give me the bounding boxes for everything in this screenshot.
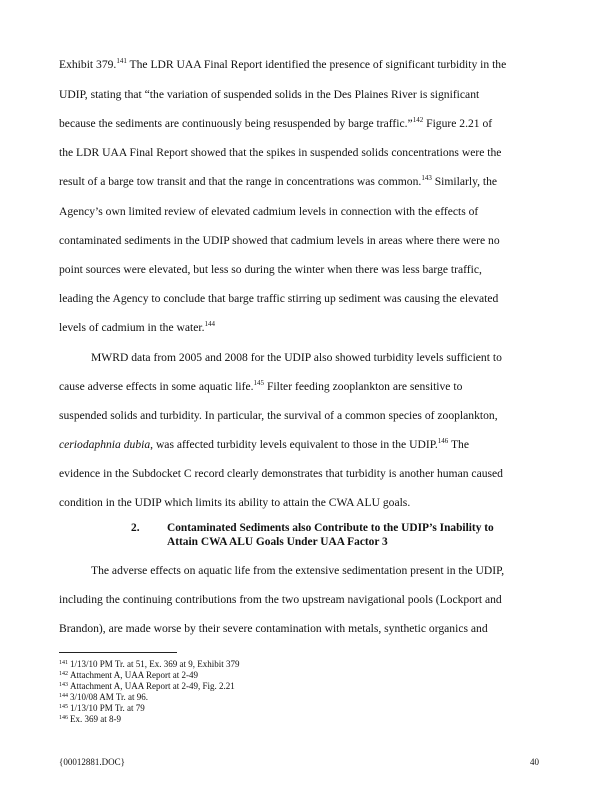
- footnote: $^{145}$ 1/13/10 PM Tr. at 79: [59, 703, 145, 713]
- text-line: because the sediments are continuously being resuspended by barge traffic.”$^{142}$ Figure 2.21 of: [59, 117, 493, 130]
- text-line: condition in the UDIP which limits its ability to attain the CWA ALU goals.: [59, 496, 411, 509]
- footnote-ref: 142: [412, 117, 424, 124]
- footnote-ref: 143: [421, 175, 432, 182]
- text-line: suspended solids and turbidity. In particular, the survival of a common species of zooplankton,: [59, 409, 498, 422]
- footnote-ref: 144: [204, 321, 216, 328]
- text-line: point sources were elevated, but less so during the winter when there was less barge traffic,: [59, 263, 482, 276]
- text-line: the LDR UAA Final Report showed that the spikes in suspended solids concentrations were the: [59, 146, 502, 159]
- text-line: contaminated sediments in the UDIP showed that cadmium levels in areas where there were no: [59, 234, 500, 247]
- footnote: $^{141}$ 1/13/10 PM Tr. at 51, Ex. 369 at 9, Exhibit 379: [59, 659, 240, 669]
- footnote: $^{144}$ 3/10/08 AM Tr. at 96.: [59, 692, 149, 702]
- document-id: {00012881.DOC}: [59, 757, 125, 767]
- footnote-ref: 141: [116, 58, 127, 65]
- section-number: 2.: [131, 522, 140, 534]
- text-line: evidence in the Subdocket C record clearly demonstrates that turbidity is another human caused: [59, 467, 503, 480]
- text-line: The adverse effects on aquatic life from the extensive sedimentation present in the UDIP,: [91, 564, 505, 577]
- text-line: MWRD data from 2005 and 2008 for the UDIP also showed turbidity levels sufficient to: [91, 351, 502, 364]
- heading-line-2: Attain CWA ALU Goals Under UAA Factor 3: [167, 536, 388, 548]
- footnote: $^{142}$ Attachment A, UAA Report at 2-49: [59, 670, 198, 680]
- text-line: levels of cadmium in the water.$^{144}$: [59, 321, 216, 334]
- footnote-ref: 146: [437, 438, 449, 445]
- footnote-separator: [59, 652, 177, 653]
- species-name: ceriodaphnia dubia: [59, 438, 151, 451]
- footnote: $^{146}$ Ex. 369 at 8-9: [59, 714, 121, 724]
- text-line: UDIP, stating that “the variation of suspended solids in the Des Plaines River is significant: [59, 88, 480, 101]
- text-line: Exhibit 379.$^{141}$ The LDR UAA Final Report identified the presence of significant turbidity in the: [59, 58, 507, 71]
- text-line: leading the Agency to conclude that barge traffic stirring up sediment was causing the elevated: [59, 292, 499, 305]
- page-number: 40: [530, 757, 539, 767]
- text-line: Agency’s own limited review of elevated cadmium levels in connection with the effects of: [59, 205, 479, 218]
- footnote: $^{143}$ Attachment A, UAA Report at 2-49, Fig. 2.21: [59, 681, 235, 691]
- text-line: including the continuing contributions from the two upstream navigational pools (Lockport and: [59, 593, 502, 606]
- footnote-ref: 145: [253, 380, 265, 387]
- heading-line-1: Contaminated Sediments also Contribute to the UDIP’s Inability to: [167, 522, 494, 534]
- text-line: cause adverse effects in some aquatic life.$^{145}$ Filter feeding zooplankton are sensitive to: [59, 380, 463, 393]
- text-line: ceriodaphnia dubia, was affected turbidity levels equivalent to those in the UDIP.$^{146}$ The: [59, 438, 469, 451]
- text-line: result of a barge tow transit and that the range in concentrations was common.$^{143}$ Similarly, the: [59, 175, 498, 188]
- text-line: Brandon), are made worse by their severe contamination with metals, synthetic organics and: [59, 622, 488, 635]
